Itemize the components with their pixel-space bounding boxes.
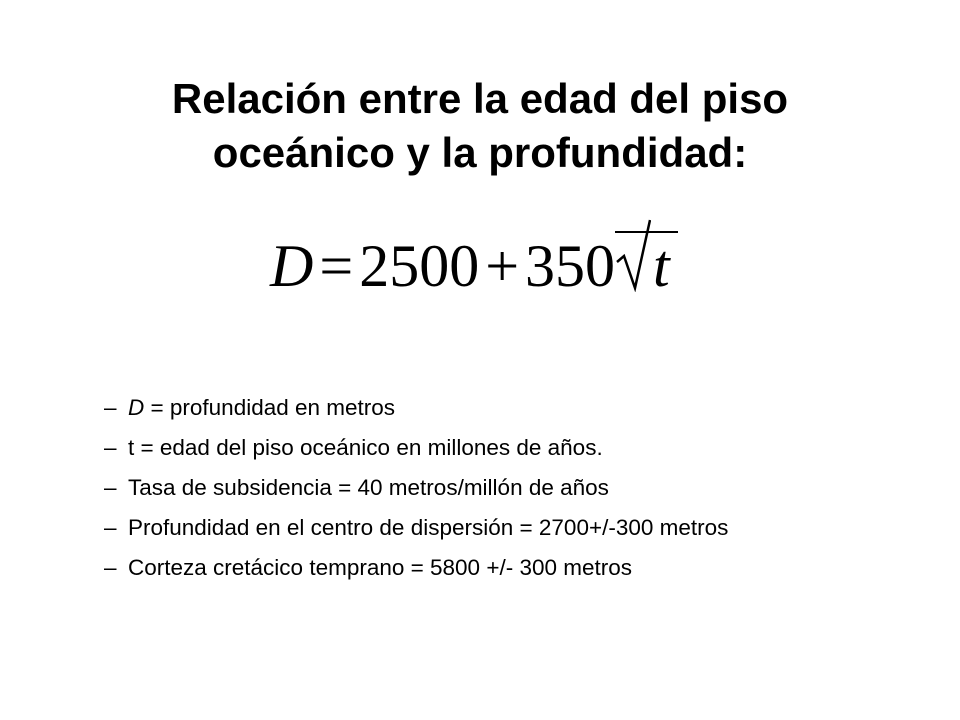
list-item [104, 474, 904, 502]
formula-equals: = [319, 233, 354, 299]
bullet-text-ridge-depth: Profundidad en el centro de dispersión = 2700+/-300 metros [128, 515, 729, 540]
list-item [104, 514, 904, 542]
depth-formula [270, 226, 710, 306]
definitions-list [104, 394, 904, 594]
bullet-text-cretaceous-crust: Corteza cretácico temprano = 5800 +/- 300 metros [128, 555, 633, 580]
slide-title-line-1: Relación entre la edad del piso [171, 75, 789, 122]
list-item [104, 554, 904, 582]
list-item [104, 394, 904, 422]
bullet-text-subsidence: Tasa de subsidencia = 40 metros/millón de años [128, 475, 609, 500]
radical-sign-icon [615, 216, 651, 292]
bullet-dash: – [104, 435, 117, 460]
slide-title-line-2: oceánico y la profundidad: [212, 129, 748, 176]
list-item [104, 434, 904, 462]
square-root [615, 226, 678, 306]
bullet-dash: – [104, 555, 117, 580]
formula-lhs: D [270, 233, 314, 299]
formula-plus: + [485, 233, 520, 299]
bullet-variable-d: D [128, 395, 145, 420]
formula-coefficient: 350 [525, 233, 616, 299]
formula-constant: 2500 [359, 233, 480, 299]
slide-title [80, 72, 880, 180]
bullet-text-age: t = edad del piso oceánico en millones de años. [128, 435, 603, 460]
bullet-dash: – [104, 475, 117, 500]
bullet-dash: – [104, 395, 117, 420]
bullet-dash: – [104, 515, 117, 540]
formula-radicand: t [615, 231, 678, 299]
bullet-text-depth [128, 394, 904, 422]
bullet-text-depth-rest: = profundidad en metros [144, 395, 396, 420]
